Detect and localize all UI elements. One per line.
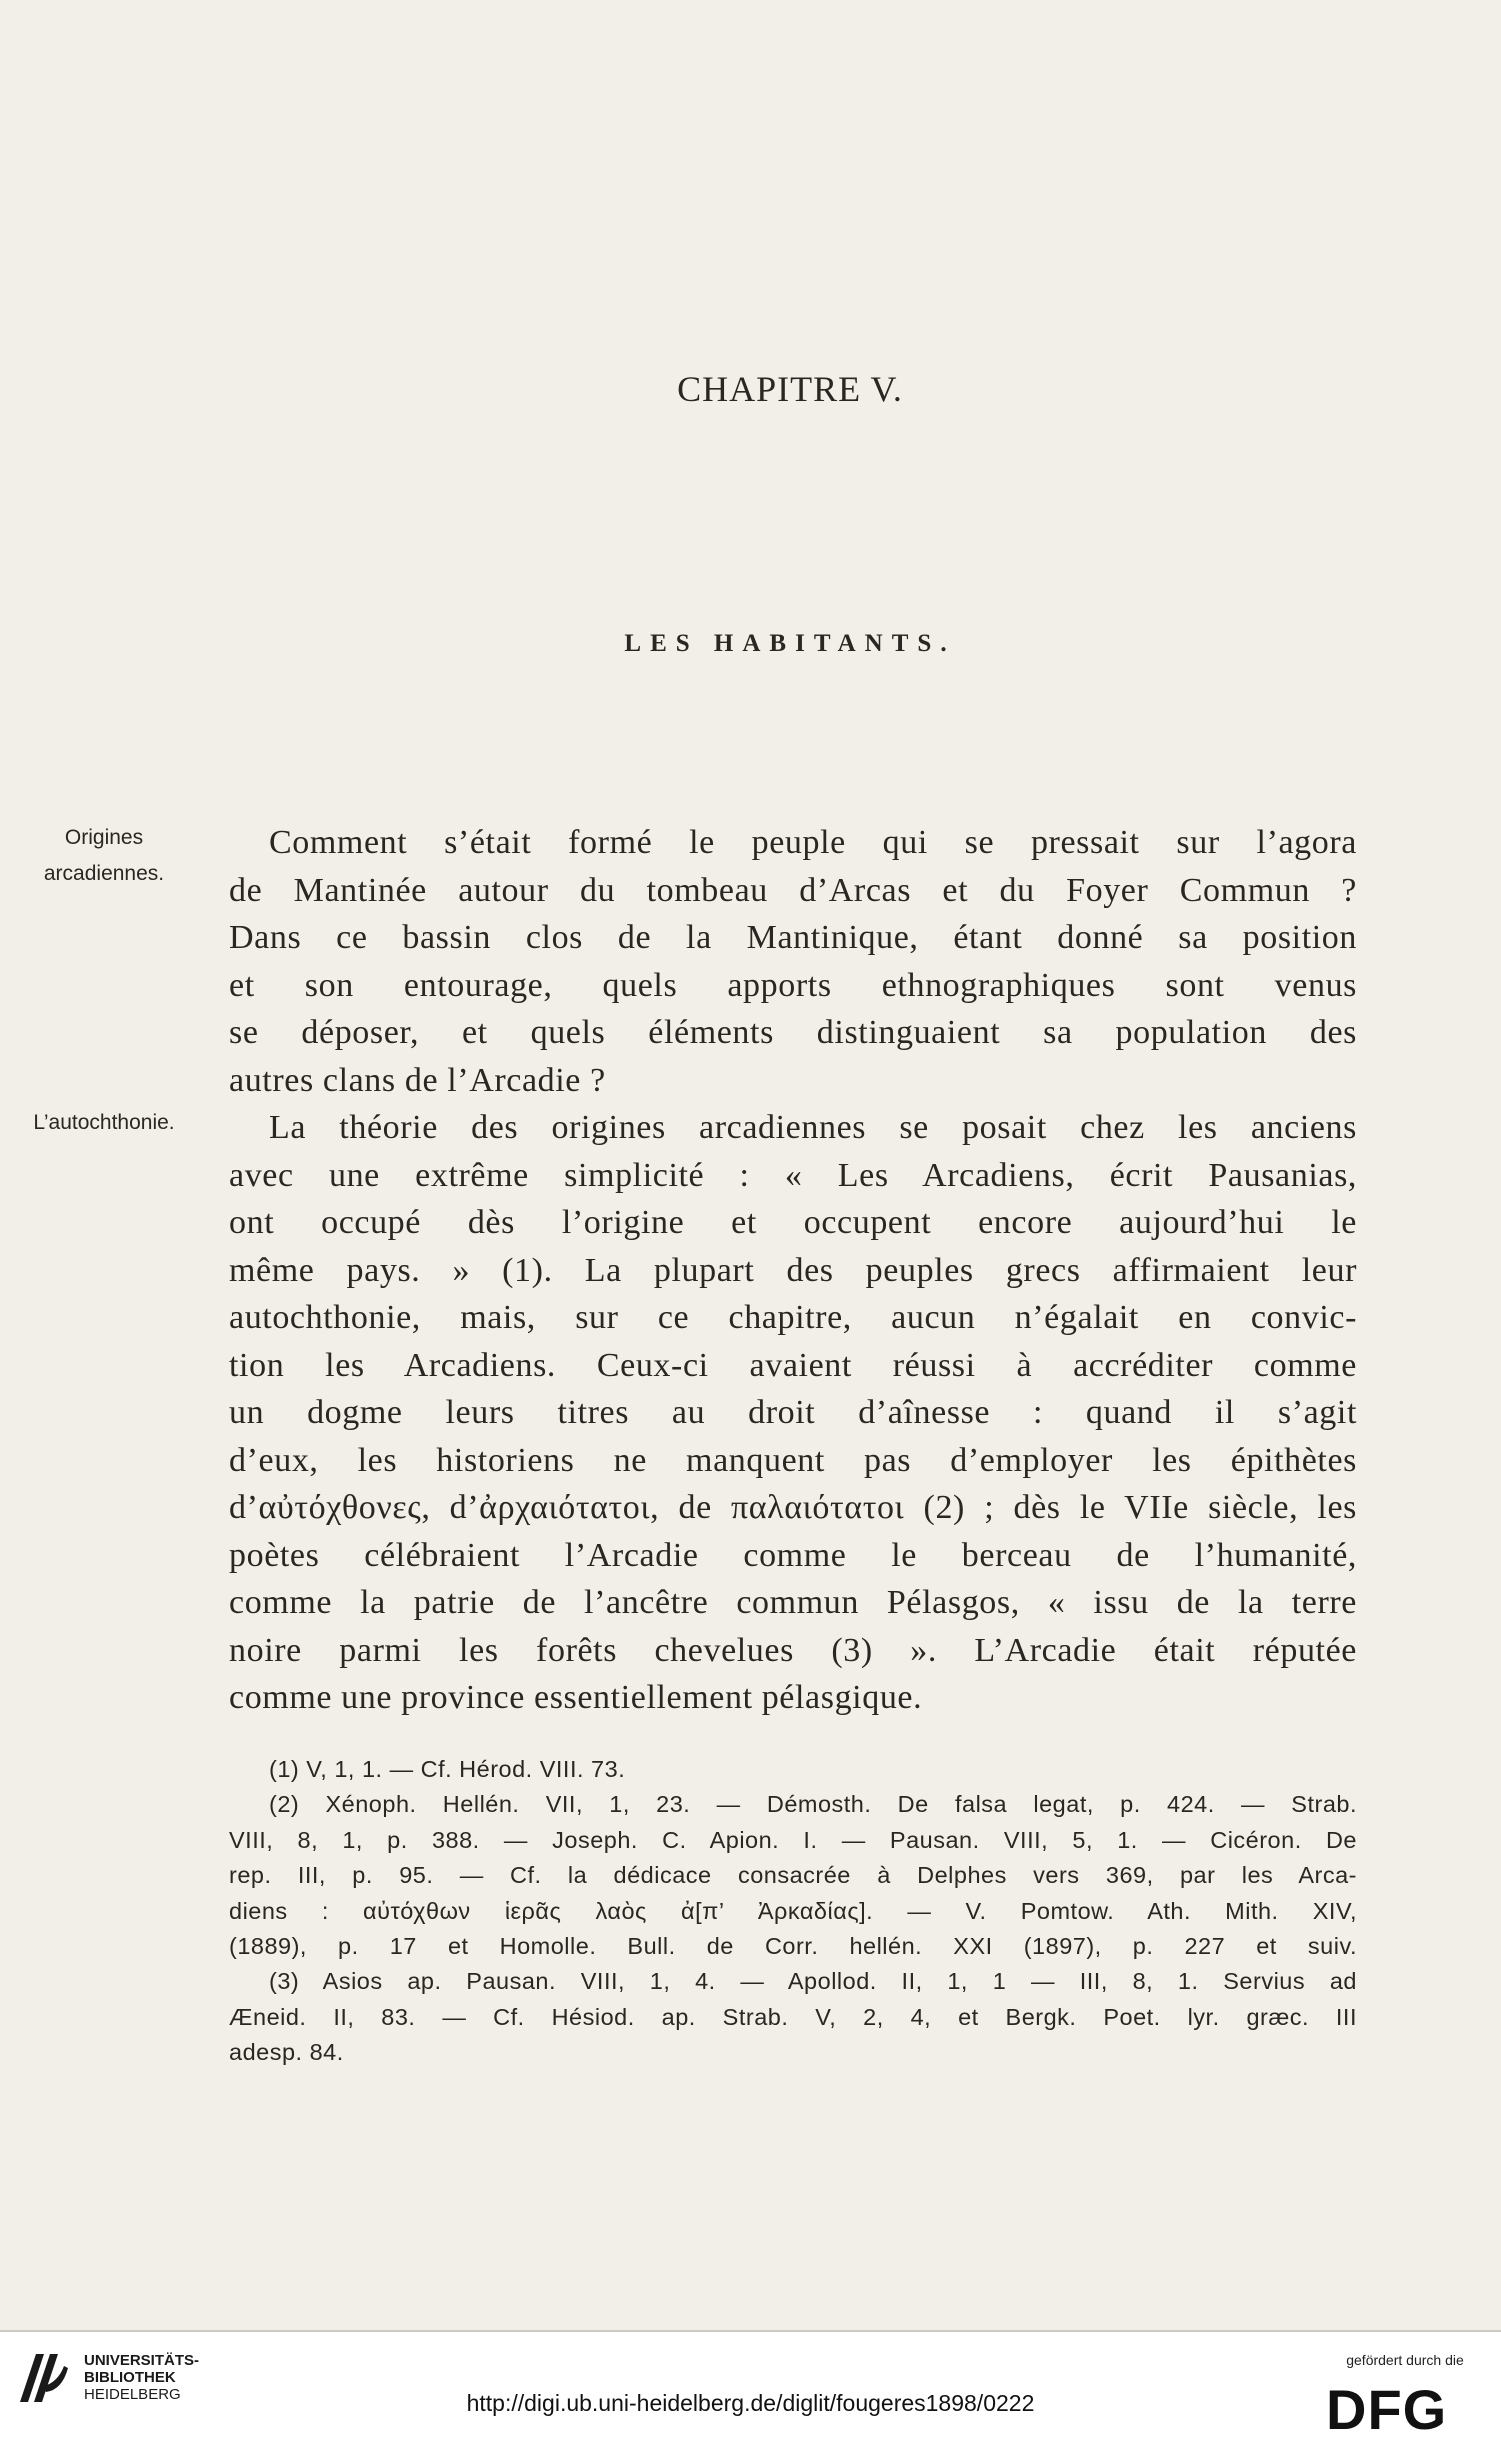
footnotes [229,1752,1357,2071]
library-name-line: UNIVERSITÄTS- [84,2351,200,2369]
body-line: noire parmi les forêts chevelues (3) ». L’Arcadie était réputée [229,1631,1357,1669]
footnote-line: VIII, 8, 1, p. 388. — Joseph. C. Apion. I. — Pausan. VIII, 5, 1. — Cicéron. De [229,1826,1357,1853]
body-line: tion les Arcadiens. Ceux-ci avaient réussi à accréditer comme [229,1346,1357,1384]
body-line: autochthonie, mais, sur ce chapitre, aucun n’égalait en convic- [229,1299,1357,1336]
body-line: se déposer, et quels éléments distinguaient sa population des [229,1014,1357,1051]
margin-note-line: Origines [64,826,144,849]
body-line: un dogme leurs titres au droit d’aînesse : quand il s’agit [229,1394,1357,1431]
footnote-line: diens : αὐτόχθων ἱερᾶς λαὸς ἀ[π’ Ἀρκαδίας]. — V. Pomtow. Ath. Mith. XIV, [229,1897,1357,1924]
margin-note-autochthonie [14,1105,194,1141]
body-line: Comment s’était formé le peuple qui se pressait sur l’agora [269,824,1357,861]
footnote-line: (3) Asios ap. Pausan. VIII, 1, 4. — Apollod. II, 1, 1 — III, 8, 1. Servius ad [269,1968,1357,1995]
body-line: Dans ce bassin clos de la Mantinique, étant donné sa position [229,919,1357,956]
library-name-line: BIBLIOTHEK [84,2368,176,2386]
footnote-line: (1889), p. 17 et Homolle. Bull. de Corr. hellén. XXI (1897), p. 227 et suiv. [229,1932,1357,1959]
body-line: d’αὐτόχθονες, d’ἀρχαιότατοι, de παλαιότατοι (2) ; dès le VIIe siècle, les [229,1489,1357,1526]
chapter-heading: CHAPITRE V. [677,369,903,409]
body-text [229,819,1357,1722]
section-heading: LES HABITANTS. [624,630,956,657]
body-line: ont occupé dès l’origine et occupent encore aujourd’hui le [229,1204,1357,1241]
margin-note-line: arcadiennes. [43,862,165,885]
footnote-line: Æneid. II, 83. — Cf. Hésiod. ap. Strab. V, 2, 4, et Bergk. Poet. lyr. græc. III [229,2003,1357,2030]
funder-label: gefördert durch die [1346,2352,1464,2368]
library-name-line: HEIDELBERG [84,2385,181,2403]
footnote-line: adesp. 84. [229,2039,344,2066]
body-line: de Mantinée autour du tombeau d’Arcas et du Foyer Commun ? [229,871,1357,909]
body-line: même pays. » (1). La plupart des peuples grecs affirmaient leur [229,1251,1357,1289]
body-line: poètes célébraient l’Arcadie comme le berceau de l’humanité, [229,1536,1357,1574]
body-line: avec une extrême simplicité : « Les Arcadiens, écrit Pausanias, [229,1156,1357,1194]
dfg-logo[interactable]: DFG [1326,2378,1448,2441]
margin-note-origines [14,820,194,892]
body-line: et son entourage, quels apports ethnographiques sont venus [229,966,1357,1004]
body-line: comme la patrie de l’ancêtre commun Pélasgos, « issu de la terre [229,1584,1357,1621]
body-line: comme une province essentiellement pélasgique. [229,1679,923,1716]
body-line: autres clans de l’Arcadie ? [229,1061,606,1099]
footnote-line: rep. III, p. 95. — Cf. la dédicace consacrée à Delphes vers 369, par les Arca- [229,1862,1357,1889]
page-url-link[interactable]: http://digi.ub.uni-heidelberg.de/diglit/fougeres1898/0222 [466,2390,1035,2416]
body-line: d’eux, les historiens ne manquent pas d’employer les épithètes [229,1441,1357,1479]
footer-divider [0,2330,1501,2332]
margin-note-line: L’autochthonie. [33,1111,175,1134]
footnote-line: (1) V, 1, 1. — Cf. Hérod. VIII. 73. [269,1756,626,1782]
body-line: La théorie des origines arcadiennes se posait chez les anciens [269,1109,1357,1146]
footnote-line: (2) Xénoph. Hellén. VII, 1, 23. — Démosth. De falsa legat, p. 424. — Strab. [269,1791,1357,1818]
